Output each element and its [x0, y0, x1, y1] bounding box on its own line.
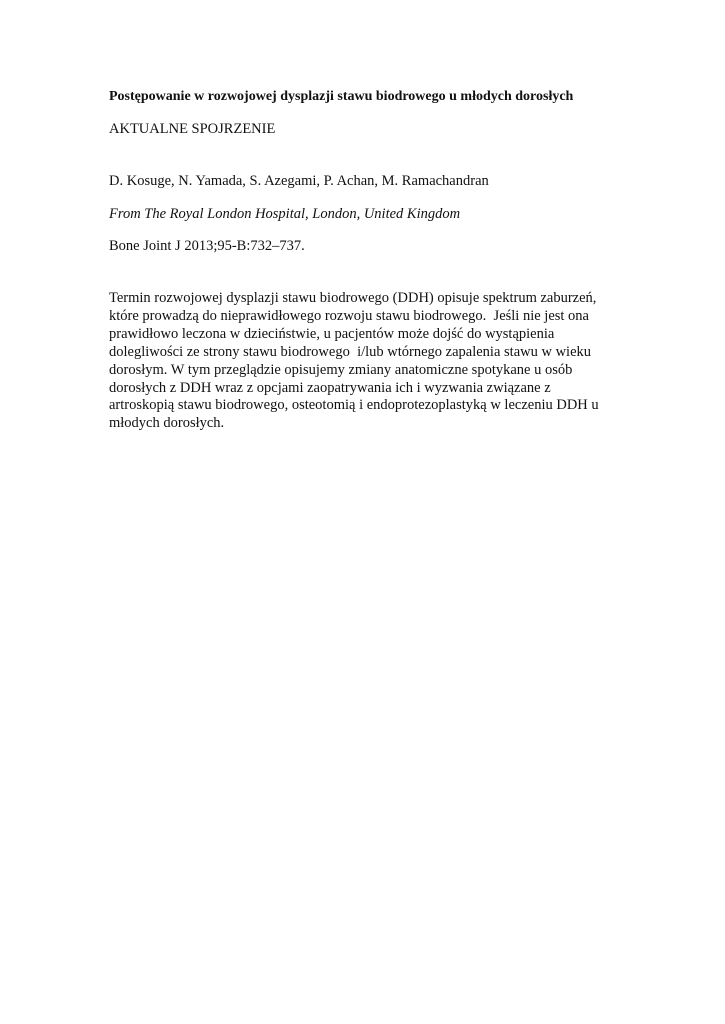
journal-citation: Bone Joint J 2013;95-B:732–737.: [109, 238, 305, 254]
abstract-line: dolegliwości ze strony stawu biodrowego i/lub wtórnego zapalenia stawu w wieku: [109, 343, 592, 360]
abstract-line: młodych dorosłych.: [109, 415, 225, 432]
article-title: Postępowanie w rozwojowej dysplazji stawu biodrowego u młodych dorosłych: [109, 89, 574, 104]
abstract-line: prawidłowo leczona w dzieciństwie, u pacjentów może dojść do wystąpienia: [109, 325, 555, 342]
author-list: D. Kosuge, N. Yamada, S. Azegami, P. Achan, M. Ramachandran: [109, 173, 489, 189]
article-subtitle: AKTUALNE SPOJRZENIE: [109, 121, 276, 137]
abstract-paragraph: [109, 290, 599, 433]
abstract-line: które prowadzą do nieprawidłowego rozwoju stawu biodrowego. Jeśli nie jest ona: [109, 307, 589, 324]
author-affiliation: From The Royal London Hospital, London, United Kingdom: [109, 206, 461, 222]
abstract-line: dorosłym. W tym przeglądzie opisujemy zmiany anatomiczne spotykane u osób: [109, 361, 573, 378]
abstract-line: artroskopią stawu biodrowego, osteotomią i endoprotezoplastyką w leczeniu DDH u: [109, 397, 599, 414]
abstract-line: dorosłych z DDH wraz z opcjami zaopatrywania ich i wyzwania związane z: [109, 379, 551, 396]
abstract-line: Termin rozwojowej dysplazji stawu biodrowego (DDH) opisuje spektrum zaburzeń,: [109, 290, 597, 306]
